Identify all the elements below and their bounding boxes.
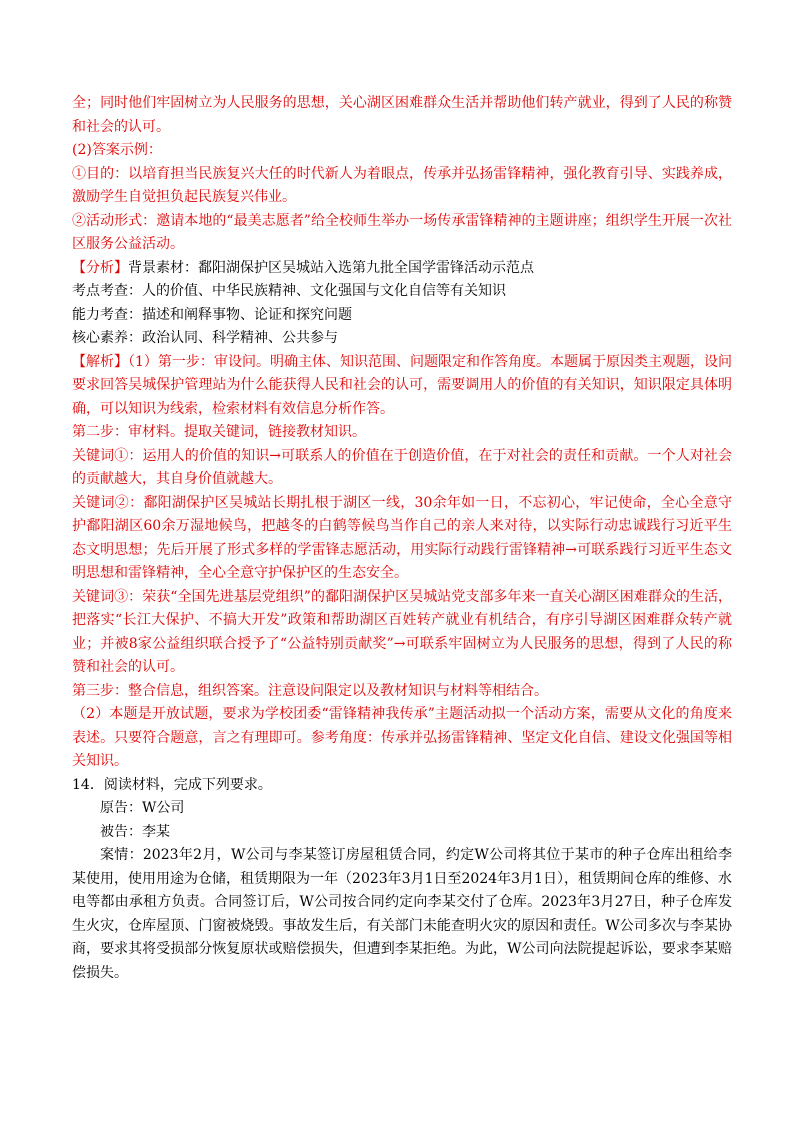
- analysis-ability: 能力考查：描述和阐释事物、论证和探究问题: [72, 306, 352, 323]
- explanation-step-one: [72, 351, 732, 422]
- question-14-heading: 14．阅读材料，完成下列要求。: [72, 776, 272, 793]
- answer-purpose: ①目的：以培育担当民族复兴大任的时代新人为着眼点，传承并弘扬雷锋精神，强化教育引导、实践养成，激励学生自觉担负起民族复兴伟业。: [72, 165, 732, 205]
- analysis-tag: 【分析】: [72, 259, 128, 276]
- answer-paragraph-continued: 全；同时他们牢固树立为人民服务的思想，关心湖区困难群众生活并帮助他们转产就业，得到了人民的称赞和社会的认可。: [72, 95, 732, 135]
- keyword-three: 关键词③：荣获“全国先进基层党组织”的鄱阳湖保护区吴城站党支部多年来一直关心湖区困难群众的生活，把落实“长江大保护、不搞大开发”政策和帮助湖区百姓转产就业有机结合，有序引导湖区困难群众转产就业；并被8家公益组织联合授予了“公益特别贡献奖”→可联系牢固树立为人民服务的思想，得到了人民的称赞和社会的认可。: [72, 588, 732, 675]
- analysis-background: [72, 257, 732, 281]
- answer-example-heading: (2)答案示例：: [72, 142, 162, 158]
- explanation-step-one-text: （1）第一步：审设问。明确主体、知识范围、问题限定和作答角度。本题属于原因类主观题，设问要求回答吴城保护管理站为什么能获得人民和社会的认可，需要调用人的价值的有关知识，知识限定具体明确，可以知识为线索，检索材料有效信息分析作答。: [72, 353, 733, 417]
- analysis-literacy: 核心素养：政治认同、科学精神、公共参与: [72, 330, 338, 346]
- keyword-two: 关键词②：鄱阳湖保护区吴城站长期扎根于湖区一线，30余年如一日，不忘初心，牢记使命，全心全意守护鄱阳湖区60余万湿地候鸟，把越冬的白鹤等候鸟当作自己的亲人来对待，以实际行动忠诚践行习近平生态文明思想；先后开展了形式多样的学雷锋志愿活动，用实际行动践行雷锋精神→可联系践行习近平生态文明思想和雷锋精神，全心全意守护保护区的生态安全。: [72, 494, 732, 581]
- analysis-knowledge: 考点考查：人的价值、中华民族精神、文化强国与文化自信等有关知识: [72, 283, 506, 299]
- answer-activity-form: ②活动形式：邀请本地的“最美志愿者”给全校师生举办一场传承雷锋精神的主题讲座；组织学生开展一次社区服务公益活动。: [72, 212, 732, 252]
- defendant-line: 被告：李某: [100, 823, 170, 840]
- explanation-step-three: 第三步：整合信息，组织答案。注意设问限定以及教材知识与材料等相结合。: [72, 682, 548, 699]
- explanation-step-two: 第二步：审材料。提取关键词，链接教材知识。: [72, 424, 366, 440]
- plaintiff-line: 原告：W公司: [100, 800, 185, 816]
- case-description: 案情：2023年2月，W公司与李某签订房屋租赁合同，约定W公司将其位于某市的种子仓库出租给李某使用，使用用途为仓储，租赁期限为一年（2023年3月1日至2024年3月1日），租赁期间仓库的维修、水电等都由承租方负责。合同签订后，W公司按合同约定向李某交付了仓库。2023年3月27日，种子仓库发生火灾，仓库屋顶、门窗被烧毁。事故发生后，有关部门未能查明火灾的原因和责任。W公司多次与李某协商，要求其将受损部分恢复原状或赔偿损失，但遭到李某拒绝。为此，W公司向法院提起诉讼，要求李某赔偿损失。: [72, 847, 732, 981]
- analysis-background-text: 背景素材：鄱阳湖保护区吴城站入选第九批全国学雷锋活动示范点: [128, 259, 534, 276]
- explanation-part-two: （2）本题是开放试题，要求为学校团委“雷锋精神我传承”主题活动拟一个活动方案，需要从文化的角度来表述。只要符合题意，言之有理即可。参考角度：传承并弘扬雷锋精神、坚定文化自信、建设文化强国等相关知识。: [72, 706, 732, 769]
- explanation-tag: 【解析】: [72, 353, 129, 370]
- document-page: [72, 92, 732, 985]
- keyword-one: 关键词①：运用人的价值的知识→可联系人的价值在于创造价值，在于对社会的责任和贡献。一个人对社会的贡献越大，其自身价值就越大。: [72, 447, 732, 487]
